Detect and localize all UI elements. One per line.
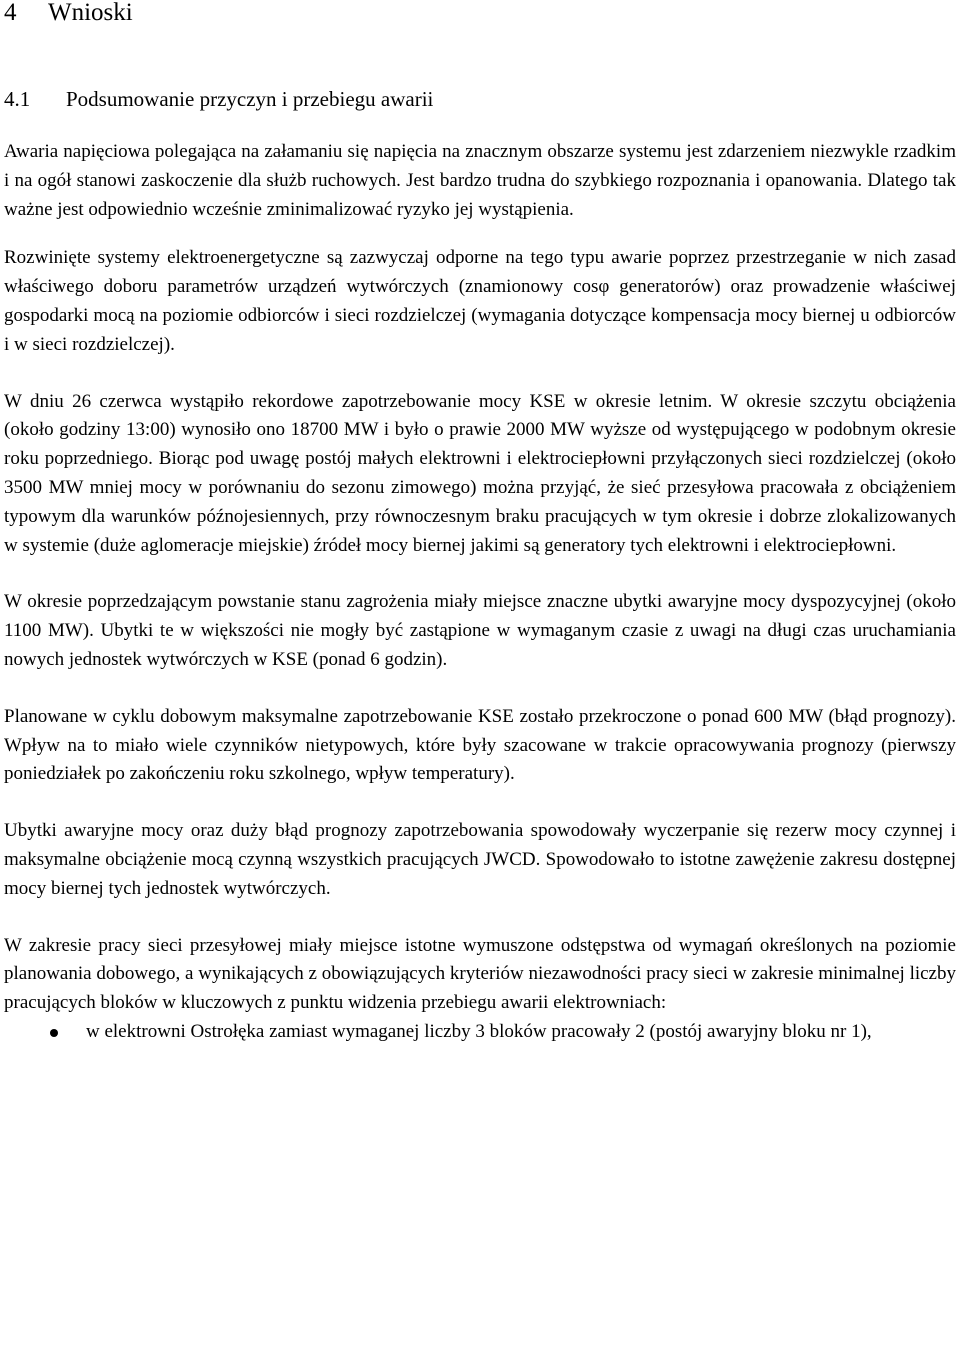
paragraph-1: Awaria napięciowa polegająca na załamaniu się napięcia na znacznym obszarze systemu jest zdarzeniem niezwykle rzadkim i na ogół stanowi zaskoczenie dla służb ruchowych. Jest bardzo trudna do szybkiego rozpoznania i opanowania. Dlatego tak ważne jest odpowiednio wcześnie zminimalizować ryzyko jej wystąpienia. bbox=[4, 141, 956, 220]
paragraph-6: Ubytki awaryjne mocy oraz duży błąd prognozy zapotrzebowania spowodowały wyczerpanie się rezerw mocy czynnej i maksymalne obciążenie mocą czynną wszystkich pracujących JWCD. Spowodowało to istotne zawężenie zakresu dostępnej mocy biernej tych jednostek wytwórczych. bbox=[4, 820, 956, 899]
paragraph-3: W dniu 26 czerwca wystąpiło rekordowe zapotrzebowanie mocy KSE w okresie letnim. W okresie szczytu obciążenia (około godziny 13:00) wynosiło ono 18700 MW i było o prawie 2000 MW wyższe od występującego w podobnym okresie roku poprzedniego. Biorąc pod uwagę postój małych elektrowni i elektrociepłowni przyłączonych sieci rozdzielczej (około 3500 MW mniej mocy w porównaniu do sezonu zimowego) można przyjąć, że sieć przesyłowa pracowała z obciążeniem typowym dla warunków późnojesiennych, przy równoczesnym braku pracujących w tym okresie i dobrze zlokalizowanych w systemie (duże aglomeracje miejskie) źródeł mocy biernej jakimi są generatory tych elektrowni i elektrociepłowni. bbox=[4, 390, 956, 556]
paragraph-4: W okresie poprzedzającym powstanie stanu zagrożenia miały miejsce znaczne ubytki awaryjne mocy dyspozycyjnej (około 1100 MW). Ubytki te w większości nie mogły być zastąpione w wymaganym czasie z uwagi na długi czas uruchamiania nowych jednostek wytwórczych w KSE (ponad 6 godzin). bbox=[4, 591, 956, 670]
list-item bbox=[4, 1018, 956, 1047]
chapter-heading bbox=[4, 0, 956, 26]
chapter-title: Wnioski bbox=[48, 0, 133, 26]
section-title: Podsumowanie przyczyn i przebiegu awarii bbox=[66, 87, 434, 111]
bullet-icon bbox=[50, 1029, 58, 1037]
document-page bbox=[4, 0, 956, 1047]
section-number: 4.1 bbox=[4, 87, 31, 111]
list-item-text: w elektrowni Ostrołęka zamiast wymaganej liczby 3 bloków pracowały 2 (postój awaryjny bloku nr 1), bbox=[86, 1020, 872, 1042]
chapter-number: 4 bbox=[4, 0, 17, 26]
bullet-list bbox=[4, 1018, 956, 1047]
paragraph-7: W zakresie pracy sieci przesyłowej miały miejsce istotne wymuszone odstępstwa od wymagań określonych na poziomie planowania dobowego, a wynikających z obowiązujących kryteriów niezawodności pracy sieci w zakresie minimalnej liczby pracujących bloków w kluczowych z punktu widzenia przebiegu awarii elektrowniach: bbox=[4, 934, 956, 1014]
paragraph-2: Rozwinięte systemy elektroenergetyczne są zazwyczaj odporne na tego typu awarie poprzez przestrzeganie w nich zasad właściwego doboru parametrów urządzeń wytwórczych (znamionowy cosφ generatorów) oraz prowadzenie właściwej gospodarki mocą na poziomie odbiorców i sieci rozdzielczej (wymagania dotyczące kompensacja mocy biernej u odbiorców i w sieci rozdzielczej). bbox=[4, 247, 956, 355]
paragraph-5: Planowane w cyklu dobowym maksymalne zapotrzebowanie KSE zostało przekroczone o ponad 600 MW (błąd prognozy). Wpływ na to miało wiele czynników nietypowych, które były szacowane w trakcie opracowywania prognozy (pierwszy poniedziałek po zakończeniu roku szkolnego, wpływ temperatury). bbox=[4, 705, 956, 785]
section-heading bbox=[4, 86, 956, 112]
